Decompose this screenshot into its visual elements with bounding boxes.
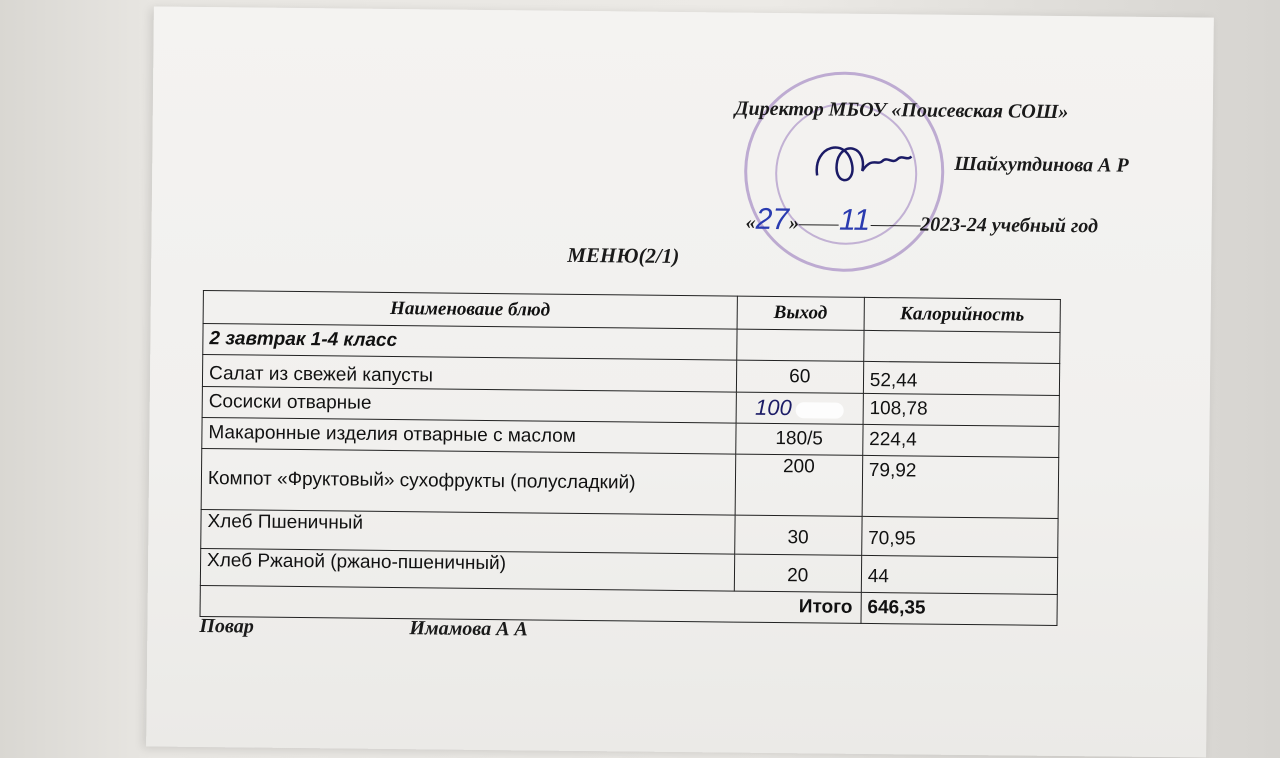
table-row	[201, 448, 1059, 518]
total-label: Итого	[798, 596, 853, 618]
dish-name: Компот «Фруктовый» сухофрукты (полусладкий)	[201, 448, 735, 515]
dish-name: Хлеб Ржаной (ржано-пшеничный)	[200, 548, 734, 591]
dish-calories: 79,92	[862, 455, 1059, 518]
dish-output: 30	[734, 515, 861, 555]
header-output: Выход	[737, 296, 864, 330]
total-value: 646,35	[861, 592, 1058, 625]
cook-label: Повар	[199, 614, 254, 638]
director-signature	[807, 125, 918, 206]
paper-sheet	[146, 6, 1214, 757]
date-quote-close: »	[788, 212, 800, 235]
date-quote-open: «	[745, 211, 756, 234]
date-blank-line	[870, 224, 920, 227]
school-year: 2023-24 учебный год	[920, 213, 1099, 238]
handwritten-month: 11	[838, 203, 871, 237]
dish-name: Сосиски отварные	[202, 386, 736, 423]
dish-calories: 44	[861, 555, 1058, 594]
correction-smudge	[796, 402, 844, 419]
header-calories: Калорийность	[864, 297, 1061, 332]
dish-output: 200	[735, 454, 863, 516]
approval-date-row	[746, 203, 1099, 241]
dish-name: Макаронные изделия отварные с маслом	[202, 417, 736, 454]
dish-output: 100	[754, 394, 792, 421]
cook-name: Имамова А А	[409, 617, 528, 641]
dish-calories: 108,78	[863, 393, 1060, 426]
dish-calories: 224,4	[863, 424, 1060, 457]
dish-output: 60	[736, 360, 863, 393]
dish-output-cell	[736, 392, 863, 424]
handwritten-day: 27	[755, 202, 790, 237]
section-label: 2 завтрак 1-4 класс	[203, 324, 737, 361]
date-blank-line	[799, 224, 839, 226]
director-name: Шайхутдинова А Р	[954, 152, 1129, 177]
menu-title: МЕНЮ(2/1)	[567, 242, 680, 268]
total-label-cell	[200, 585, 861, 623]
header-dish-name: Наименоваие блюд	[203, 291, 737, 330]
menu-table	[200, 290, 1061, 626]
dish-name: Салат из свежей капусты	[202, 355, 736, 393]
dish-calories: 70,95	[861, 516, 1058, 557]
dish-calories: 52,44	[863, 361, 1060, 395]
dish-output: 20	[734, 554, 861, 592]
dish-output: 180/5	[735, 423, 862, 455]
dish-name: Хлеб Пшеничный	[201, 509, 735, 554]
director-title: Директор МБОУ «Поисевская СОШ»	[734, 97, 1069, 124]
